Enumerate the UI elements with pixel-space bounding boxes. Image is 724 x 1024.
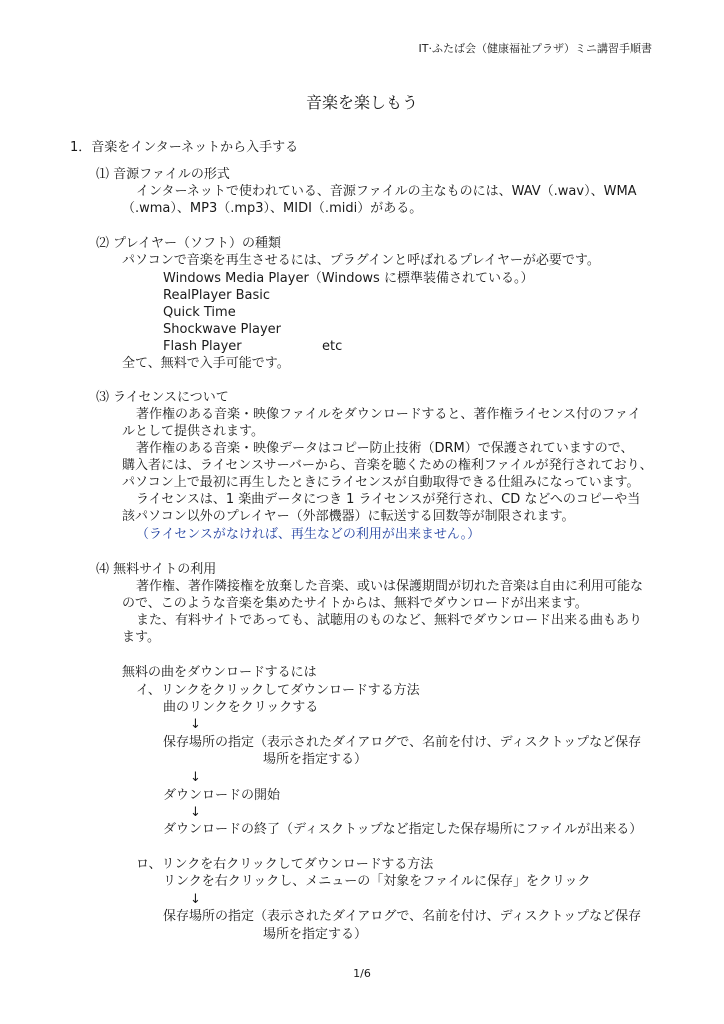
license-note: （ライセンスがなければ、再生などの利用が出来ません。） <box>136 527 481 542</box>
paragraph-line: ます。 <box>122 630 160 645</box>
paragraph-line: 全て、無料で入手可能です。 <box>122 356 290 371</box>
step-text: 保存場所の指定（表示されたダイアログで、名前を付け、ディスクトップなど保存 <box>163 909 642 924</box>
step-text: 場所を指定する） <box>263 752 368 767</box>
paragraph-line: （.wma）、MP3（.mp3）、MIDI（.midi）がある。 <box>122 201 423 216</box>
player-item: Quick Time <box>163 305 236 320</box>
paragraph-line: ので、このような音楽を集めたサイトからは、無料でダウンロードが出来ます。 <box>122 596 588 611</box>
subsection-heading: ⑵ プレイヤー（ソフト）の種類 <box>96 236 281 251</box>
paragraph-line: 著作権、著作隣接権を放棄した音楽、或いは保護期間が切れた音楽は自由に利用可能な <box>136 579 644 594</box>
player-item: Shockwave Player <box>163 322 281 337</box>
section-heading: 1．音楽をインターネットから入手する <box>70 140 299 155</box>
player-etc: etc <box>322 339 343 354</box>
paragraph-line: また、有料サイトであっても、試聴用のものなど、無料でダウンロード出来る曲もあり <box>136 613 642 628</box>
subsection-heading: ⑴ 音源ファイルの形式 <box>96 167 230 182</box>
player-item: Windows Media Player（Windows に標準装備されている。） <box>163 271 534 286</box>
page-number: 1/6 <box>353 967 371 980</box>
down-arrow-icon: ↓ <box>190 805 201 820</box>
paragraph-line: 購入者には、ライセンスサーバーから、音楽を聴くための権利ファイルが発行されており、 <box>122 458 653 473</box>
player-item: Flash Player <box>163 339 242 354</box>
paragraph-line: ルとして提供されます。 <box>122 424 264 439</box>
paragraph-line: ライセンスは、1 楽曲データにつき 1 ライセンスが発行され、CD などへのコピーや当 <box>136 492 641 507</box>
subsection-heading: ⑶ ライセンスについて <box>96 390 229 405</box>
howto-heading: 無料の曲をダウンロードするには <box>122 665 317 680</box>
page-header: IT·ふたば会（健康福祉プラザ）ミニ講習手順書 <box>418 42 652 55</box>
method-a-heading: イ、リンクをクリックしてダウンロードする方法 <box>136 683 420 698</box>
document-title: 音楽を楽しもう <box>305 93 418 112</box>
step-text: 場所を指定する） <box>263 927 368 942</box>
step-text: リンクを右クリックし、メニューの「対象をファイルに保存」をクリック <box>163 874 591 889</box>
paragraph-line: 該パソコン以外のプレイヤー（外部機器）に転送する回数等が制限されます。 <box>122 509 575 524</box>
paragraph-line: 著作権のある音楽・映像ファイルをダウンロードすると、著作権ライセンス付のファイ <box>136 407 641 422</box>
down-arrow-icon: ↓ <box>190 717 201 732</box>
player-item: RealPlayer Basic <box>163 288 271 303</box>
step-text: 保存場所の指定（表示されたダイアログで、名前を付け、ディスクトップなど保存 <box>163 735 642 750</box>
paragraph-line: パソコン上で最初に再生したときにライセンスが自動取得できる仕組みになっています。 <box>122 475 640 490</box>
paragraph-line: 著作権のある音楽・映像データはコピー防止技術（DRM）で保護されていますので、 <box>136 441 634 456</box>
step-text: ダウンロードの終了（ディスクトップなど指定した保存場所にファイルが出来る） <box>163 822 643 837</box>
subsection-heading: ⑷ 無料サイトの利用 <box>96 562 217 577</box>
method-b-heading: ロ、リンクを右クリックしてダウンロードする方法 <box>136 857 434 872</box>
paragraph-line: インターネットで使われている、音源ファイルの主なものには、WAV（.wav）、WMA <box>136 184 637 199</box>
down-arrow-icon: ↓ <box>190 770 201 785</box>
step-text: 曲のリンクをクリックする <box>163 700 319 715</box>
step-text: ダウンロードの開始 <box>163 788 281 803</box>
paragraph-line: パソコンで音楽を再生させるには、プラグインと呼ばれるプレイヤーが必要です。 <box>122 253 600 268</box>
down-arrow-icon: ↓ <box>190 892 201 907</box>
